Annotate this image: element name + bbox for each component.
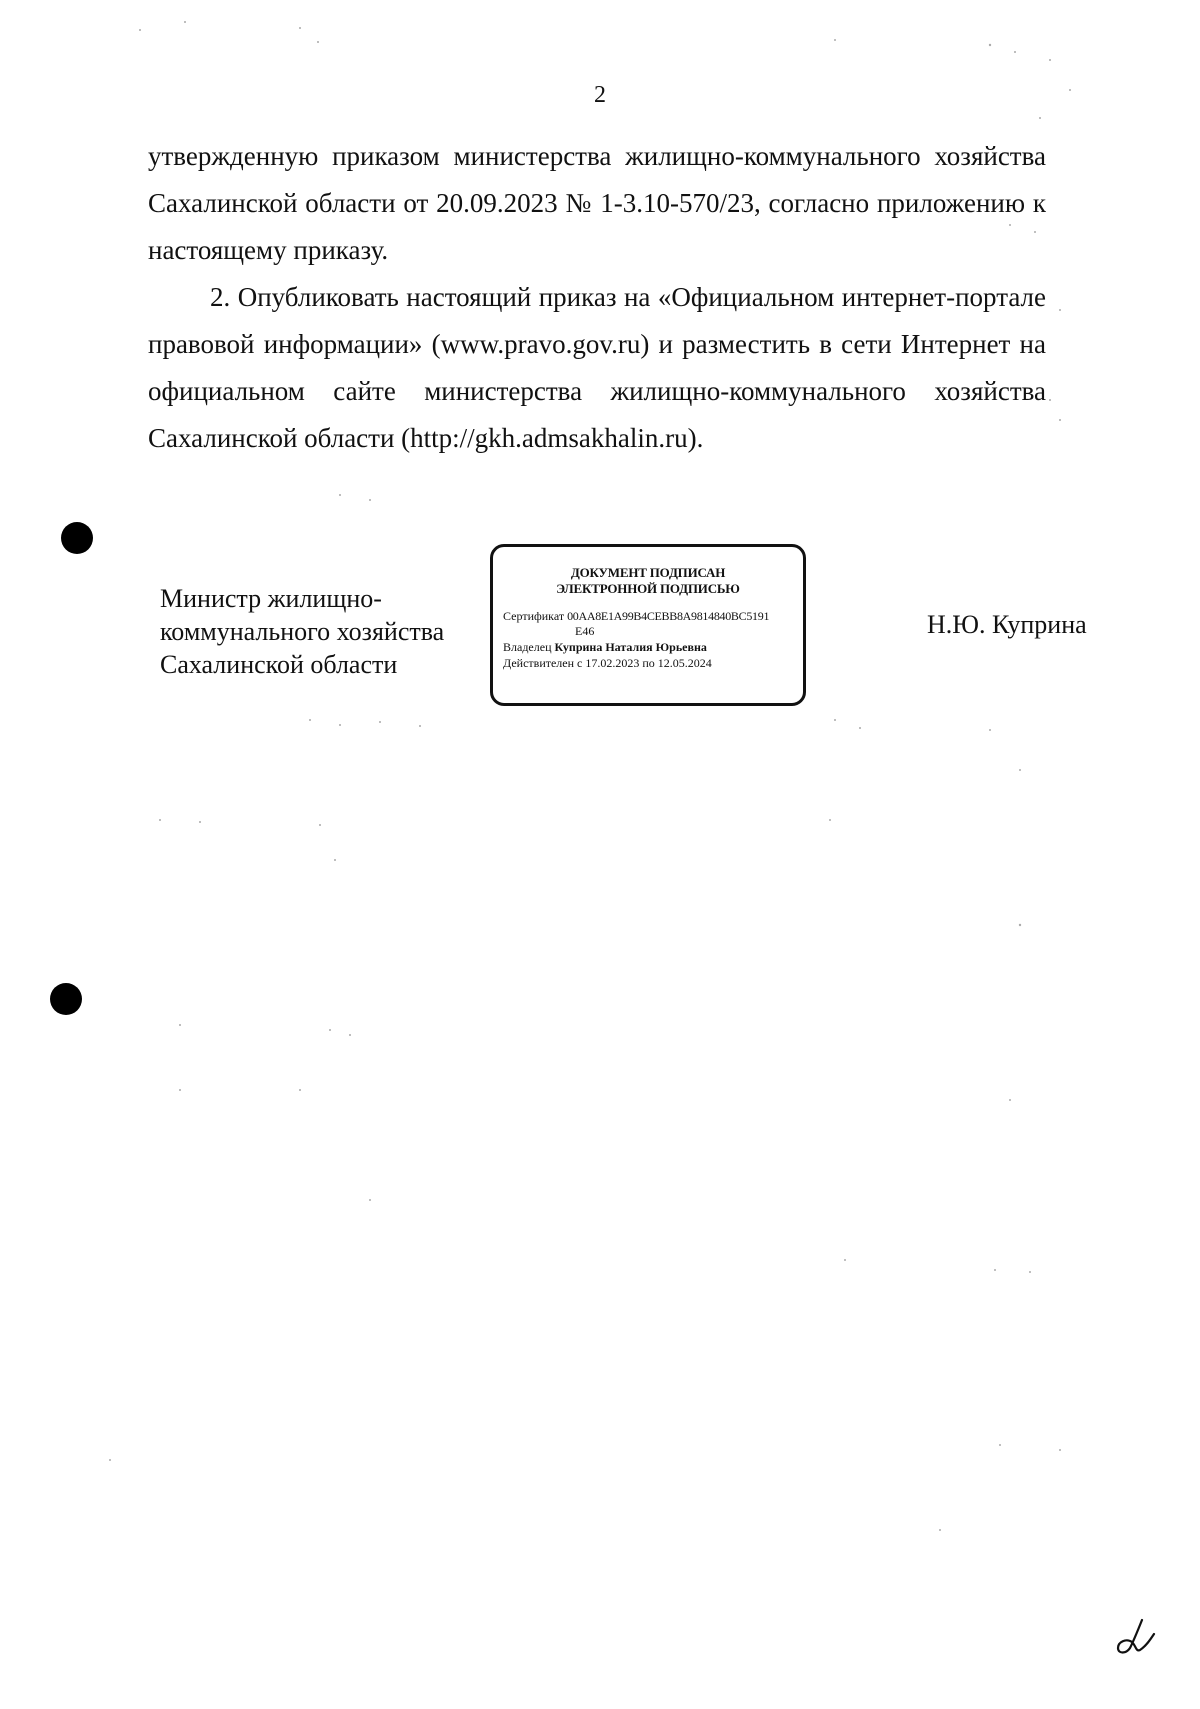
signer-position-line: Сахалинской области (160, 650, 398, 679)
stamp-title (493, 565, 803, 597)
body-paragraph-1: утвержденную приказом министерства жилищно-коммунального хозяйства Сахалинской области от 20.09.2023 № 1-3.10-570/23, согласно приложению к настоящему приказу. (148, 141, 1046, 265)
document-body (148, 133, 1046, 462)
stamp-owner-value: Куприна Наталия Юрьевна (554, 640, 707, 654)
punch-hole-icon (50, 983, 82, 1015)
body-paragraph-2: 2. Опубликовать настоящий приказ на «Официальном интернет-портале правовой информации» (www.pravo.gov.ru) и разместить в сети Интернет на официальном сайте министерства жилищно-коммунального хозяйства Сахалинской области (http://gkh.admsakhalin.ru). (148, 282, 1046, 453)
handwritten-initial-icon (1112, 1616, 1158, 1658)
page-number: 2 (594, 82, 606, 108)
stamp-certificate (503, 609, 795, 639)
stamp-title-line: ЭЛЕКТРОННОЙ ПОДПИСЬЮ (556, 581, 740, 596)
stamp-owner-label: Владелец (503, 640, 552, 654)
signer-position (160, 582, 480, 681)
punch-hole-icon (61, 522, 93, 554)
stamp-certificate-value: 00AA8E1A99B4CEBB8A9814840BC5191 (567, 609, 770, 623)
signer-name: Н.Ю. Куприна (927, 610, 1087, 639)
stamp-certificate-tail: E46 (575, 624, 595, 638)
signer-position-line: Министр жилищно- (160, 584, 382, 613)
electronic-signature-stamp (490, 544, 806, 706)
stamp-certificate-label: Сертификат (503, 609, 565, 623)
signer-position-line: коммунального хозяйства (160, 617, 445, 646)
stamp-owner (503, 639, 795, 655)
stamp-validity: Действителен с 17.02.2023 по 12.05.2024 (503, 656, 712, 670)
stamp-title-line: ДОКУМЕНТ ПОДПИСАН (570, 565, 726, 580)
